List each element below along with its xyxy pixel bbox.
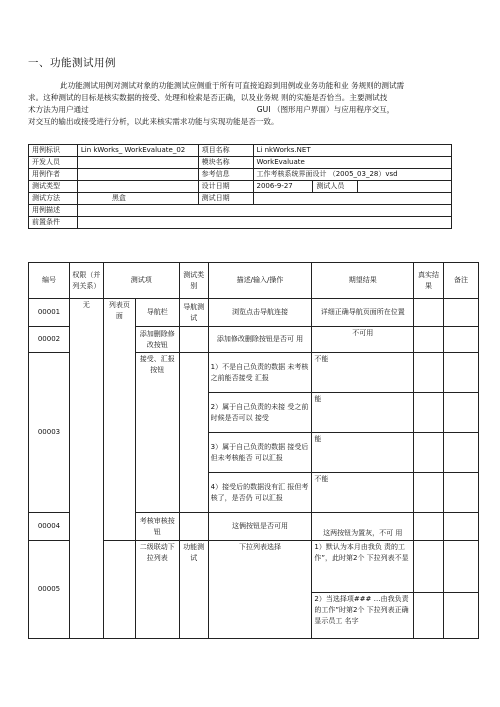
- actual-result: [414, 353, 444, 393]
- info-label: 设计日期: [198, 181, 253, 193]
- actual-result: [414, 473, 444, 513]
- table-row: [29, 299, 479, 327]
- info-row-desc: [29, 205, 452, 217]
- info-value: [358, 181, 452, 193]
- test-item: 接受、汇报按钮: [135, 353, 179, 513]
- test-description: 1）不是自己负责的数据 未考核之前能否接受 汇报: [208, 353, 312, 393]
- list-page-cell: 列表页面: [103, 299, 135, 541]
- test-item: 添加删除修改按钮: [135, 327, 179, 353]
- actual-result: [414, 299, 444, 327]
- info-label: 模块名称: [198, 157, 253, 169]
- test-description: 2）属于自己负责的未接 受之前时候是否可以 接受: [208, 393, 312, 433]
- info-label: 测试日期: [198, 193, 253, 205]
- info-value: [77, 157, 198, 169]
- expected-result: 能: [312, 393, 414, 433]
- note: [444, 473, 479, 513]
- test-description: 3）属于自己负责的数据 接受后但未考核能否 可以汇报: [208, 433, 312, 473]
- note: [444, 353, 479, 393]
- expected-result: 2）当选择项### …由我负责的工作”时第2个 下拉列表正确显示员工 名字: [312, 593, 414, 639]
- header-expected: 期望结果: [312, 263, 414, 299]
- info-label: 前置条件: [29, 217, 78, 229]
- info-value: 黑盒: [77, 193, 198, 205]
- permission-cell: 无: [69, 299, 103, 639]
- intro-line-4: 对交互的输出或接受进行分析，以此来核实需求功能与实现功能是否一致。: [28, 117, 279, 126]
- test-category: [179, 513, 208, 541]
- intro-line-3b: GUI （图形用户界面）与应用程序交互，: [256, 105, 395, 114]
- test-description: 浏览点击导航连接: [208, 299, 312, 327]
- actual-result: [414, 433, 444, 473]
- header-id: 编号: [29, 263, 70, 299]
- info-value: [77, 181, 198, 193]
- header-actual: 真实结果: [414, 263, 444, 299]
- actual-result: [414, 593, 444, 639]
- actual-result: [414, 327, 444, 353]
- case-id: 00003: [29, 353, 70, 513]
- info-value: 2006-9-27: [253, 181, 313, 193]
- note: [444, 593, 479, 639]
- info-value: [77, 205, 451, 217]
- info-value: Lin kWorks_ WorkEvaluate_02: [77, 145, 198, 157]
- test-description: 这俩按钮是否可用: [208, 513, 312, 541]
- info-label: 测试类型: [29, 181, 78, 193]
- info-value: [77, 169, 198, 181]
- test-item: 二级联动下拉列表: [135, 541, 179, 639]
- info-label: 测试人员: [313, 181, 358, 193]
- case-id: 00005: [29, 541, 70, 639]
- note: [444, 433, 479, 473]
- info-label: 用例作者: [29, 169, 78, 181]
- test-description: 下拉列表选择: [208, 541, 312, 639]
- info-label: 开发人员: [29, 157, 78, 169]
- info-value: 工作考核系统界面设计 （2005_03_28）vsd: [253, 169, 452, 181]
- actual-result: [414, 393, 444, 433]
- info-value: Li nkWorks.NET: [253, 145, 452, 157]
- info-label: 测试方法: [29, 193, 78, 205]
- info-row-developer: [29, 157, 452, 169]
- actual-result: [414, 513, 444, 541]
- info-row-author: [29, 169, 452, 181]
- section-heading: 一、功能测试用例: [28, 57, 116, 69]
- info-label: 项目名称: [198, 145, 253, 157]
- expected-result: 能: [312, 433, 414, 473]
- note: [444, 327, 479, 353]
- info-label: 用例标识: [29, 145, 78, 157]
- header-description: 描述/输入/操作: [208, 263, 312, 299]
- actual-result: [414, 541, 444, 593]
- note: [444, 513, 479, 541]
- expected-result: 详细正确导航页面所在位置: [312, 299, 414, 327]
- expected-result: 不可用: [312, 327, 414, 353]
- header-note: 备注: [444, 263, 479, 299]
- note: [444, 393, 479, 433]
- test-category: 功能测试: [179, 541, 208, 639]
- header-permission: 权限（并列关系）: [69, 263, 103, 299]
- expected-result: 1）默认为本月由我负 责的工作”，此时第2个 下拉列表不显: [312, 541, 414, 593]
- table-header-row: [29, 263, 479, 299]
- info-value: WorkEvaluate: [253, 157, 452, 169]
- case-id: 00004: [29, 513, 70, 541]
- case-id: 00001: [29, 299, 70, 327]
- test-case-table: [28, 262, 479, 639]
- info-value: [77, 217, 451, 229]
- intro-line-3: [28, 104, 480, 116]
- info-row-method: [29, 193, 452, 205]
- info-row-precondition: [29, 217, 452, 229]
- test-category: [179, 327, 208, 353]
- info-row-test-type: [29, 181, 452, 193]
- intro-line-2: 求。这种测试的目标是核实数据的接受、处理和检索是否正确，以及业务规 则的实施是否恰当。主要测试技: [28, 93, 388, 102]
- test-description: 4）接受后的数据没有汇 报但考核了，是否仍 可以汇报: [208, 473, 312, 513]
- test-item: 考核审核按钮: [135, 513, 179, 541]
- expected-result: 不能: [312, 353, 414, 393]
- intro-line-3a: 术方法为用户通过: [28, 105, 89, 114]
- expected-result: 不能: [312, 473, 414, 513]
- case-info-table: [28, 144, 452, 229]
- info-label: 参考信息: [198, 169, 253, 181]
- intro-paragraph: [28, 80, 480, 128]
- note: [444, 299, 479, 327]
- test-category: 导航测试: [179, 299, 208, 327]
- test-item: 导航栏: [135, 299, 179, 327]
- info-row-case-id: [29, 145, 452, 157]
- info-label: 用例描述: [29, 205, 78, 217]
- header-test-item: 测试项: [103, 263, 179, 299]
- test-description: 添加修改删除按钮是否可 用: [208, 327, 312, 353]
- note: [444, 541, 479, 593]
- expected-result: 这两按钮为置灰，不可 用: [312, 513, 414, 541]
- list-page-cell-empty: [103, 541, 135, 639]
- info-value: [253, 193, 452, 205]
- header-category: 测试类别: [179, 263, 208, 299]
- test-category: [179, 353, 208, 513]
- intro-line-1: 此功能测试用例对测试对象的功能测试应侧重于所有可直接追踪到用例或业务功能和业 务规则的测试需: [60, 81, 405, 90]
- case-id: 00002: [29, 327, 70, 353]
